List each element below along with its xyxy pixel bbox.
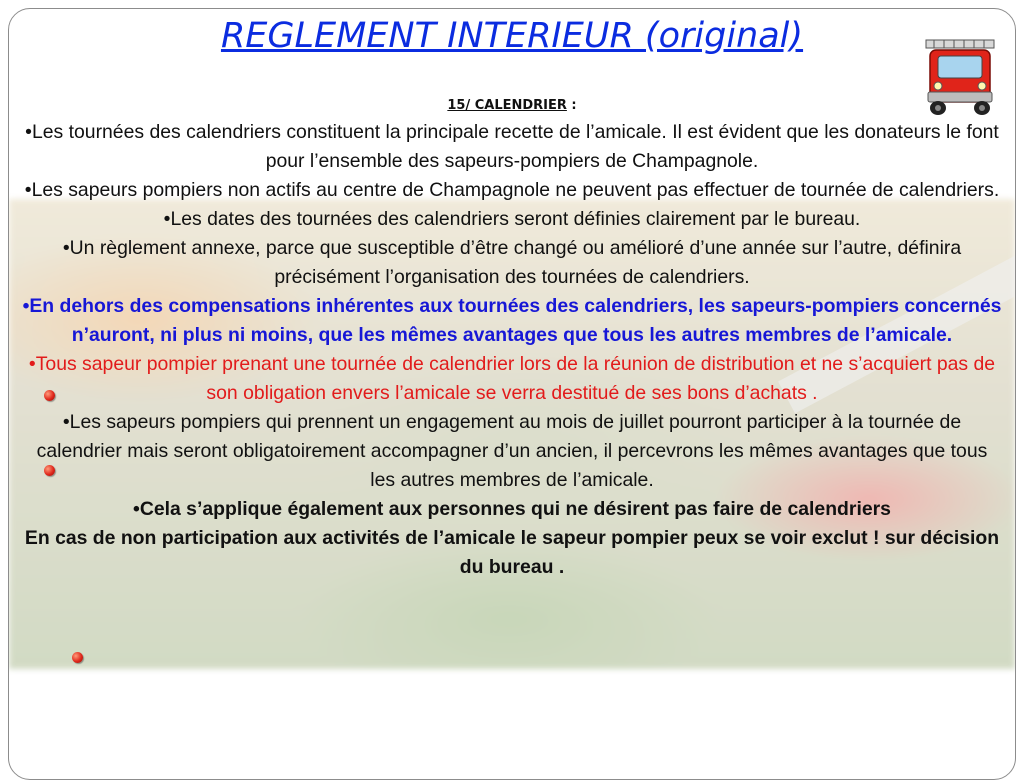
rule-paragraph: •Les dates des tournées des calendriers seront définies clairement par le bureau. — [163, 208, 861, 230]
rule-paragraph: •Un règlement annexe, parce que susceptible d’être changé ou amélioré d’une année sur l’autre, définira précisément l’organisation des tournées de calendriers. — [62, 237, 962, 288]
slide-title: REGLEMENT INTERIEUR (original) — [220, 16, 804, 56]
slide-body — [22, 96, 1002, 582]
rule-paragraph: •Les sapeurs pompiers qui prennent un engagement au mois de juillet pourront participer à la tournée de calendrier mais seront obligatoirement accompagner d’un ancien, il percevrons les mêmes avantages que tous les autres membres de l’amicale. — [36, 411, 988, 491]
red-ball-bullet-icon — [72, 652, 83, 663]
rule-paragraph-bold: En cas de non participation aux activités de l’amicale le sapeur pompier peux se voir exclut ! sur décision du bureau . — [24, 527, 1000, 578]
rule-paragraph: •Les sapeurs pompiers non actifs au centre de Champagnole ne peuvent pas effectuer de tournée de calendriers. — [24, 179, 1000, 201]
rule-paragraph-emphasis-red: •Tous sapeur pompier prenant une tournée de calendrier lors de la réunion de distribution et ne s’acquiert pas de son obligation envers l’amicale se verra destitué de ses bons d’achats . — [28, 353, 996, 404]
rule-paragraph: •Les tournées des calendriers constituent la principale recette de l’amicale. Il est évident que les donateurs le font pour l’ensemble des sapeurs-pompiers de Champagnole. — [25, 121, 999, 172]
section-number: 15/ CALENDRIER — [447, 98, 567, 113]
section-heading — [22, 96, 1002, 116]
section-colon: : — [566, 98, 577, 113]
rule-paragraph-bold: •Cela s’applique également aux personnes qui ne désirent pas faire de calendriers — [133, 498, 891, 520]
rule-paragraph-emphasis-blue: •En dehors des compensations inhérentes aux tournées des calendriers, les sapeurs-pompiers concernés n’auront, ni plus ni moins, que les mêmes avantages que tous les autres membres de l’amicale. — [22, 295, 1002, 346]
